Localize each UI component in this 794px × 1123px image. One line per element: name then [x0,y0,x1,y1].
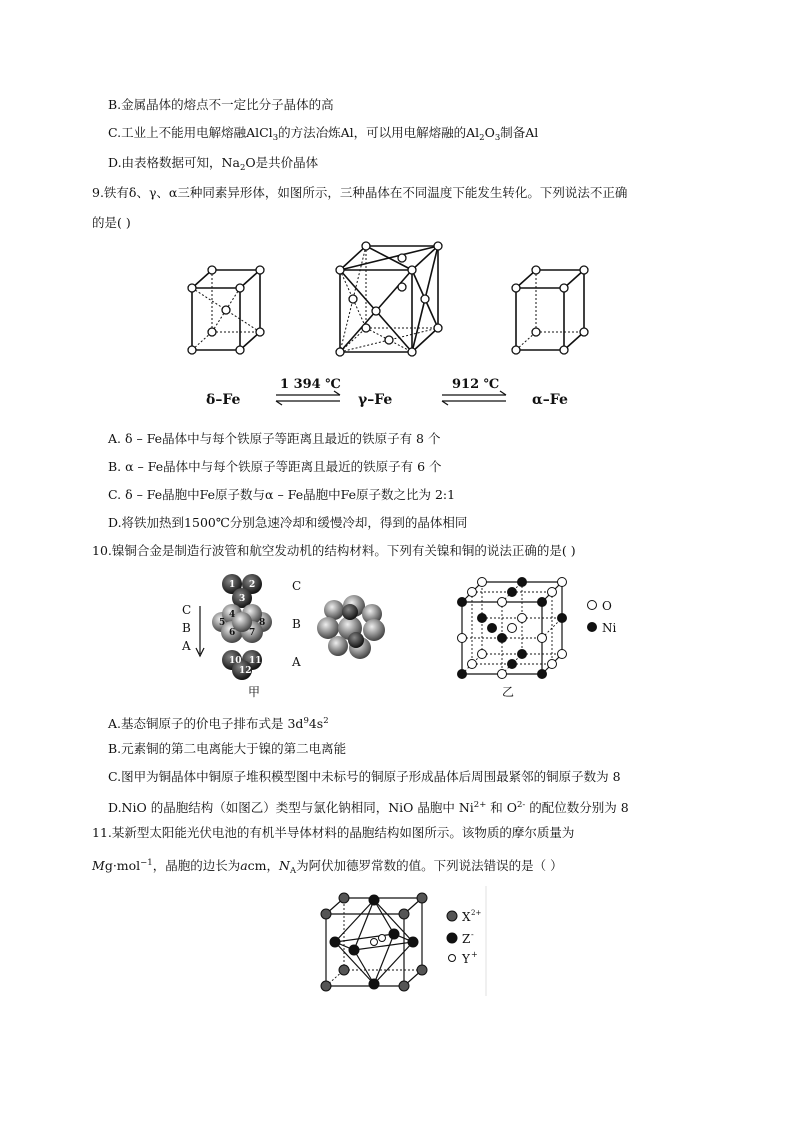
figure-yi-label: 乙 [502,685,515,699]
close-packed-cluster [317,595,385,659]
layer-c-label: C [182,603,192,617]
q9-option-b: B. α – Fe晶体中与每个铁原子等距离且最近的铁原子有 6 个 [108,459,442,474]
figure-jia-label: 甲 [248,685,261,699]
layer-b-label: B [182,621,191,635]
layer-a-label: A [182,639,191,653]
svg-text:7: 7 [249,628,256,638]
q9-iron-allotropes-figure [180,238,600,418]
svg-text:-: - [471,930,474,939]
q11-legend [447,909,481,966]
q9-stem-line2: 的是( ) [92,215,131,230]
q10-option-d: D.NiO 的晶胞结构（如图乙）类型与氯化钠相同，NiO 晶胞中 $Ni^{2+}$ 和 $O^{2-}$ 的配位数分别为 8 [108,800,629,815]
alpha-fe-cell [516,270,584,350]
svg-text:5: 5 [219,618,226,628]
svg-text:2+: 2+ [471,909,482,917]
q8-option-b: B.金属晶体的熔点不一定比分子晶体的高 [108,97,334,112]
svg-text:3: 3 [239,594,246,604]
svg-text:10: 10 [229,656,242,666]
svg-text:+: + [471,950,478,959]
svg-text:O: O [602,599,612,613]
gamma-fe-label: γ–Fe [358,392,393,408]
right-layer-b-label: B [292,617,301,631]
svg-text:Y: Y [462,952,470,966]
nio-legend [588,599,617,635]
delta-fe-label: δ–Fe [206,392,241,408]
temp-912-label: 912 ℃ [452,377,500,392]
q10-option-c: C.图甲为铜晶体中铜原子堆积模型图中未标号的铜原子形成晶体后周围最紧邻的铜原子数为 8 [108,769,621,784]
q9-option-a: A. δ – Fe晶体中与每个铁原子等距离且最近的铁原子有 8 个 [108,431,441,446]
svg-text:12: 12 [239,666,252,676]
svg-text:11: 11 [249,656,262,666]
svg-text:6: 6 [229,628,236,638]
svg-text:4: 4 [229,610,236,620]
q10-option-b: B.元素铜的第二电离能大于镍的第二电离能 [108,741,347,756]
alpha-fe-label: α–Fe [532,392,568,408]
q10-stem: 10.镍铜合金是制造行波管和航空发动机的结构材料。下列有关镍和铜的说法正确的是( ) [92,543,576,558]
q11-unit-cell-figure [300,886,500,996]
q9-option-d: D.将铁加热到1500℃分别急速冷却和缓慢冷却，得到的晶体相同 [108,515,468,530]
q8-option-d: D.由表格数据可知，$Na_2O$是共价晶体 [108,155,319,173]
svg-text:1: 1 [229,580,236,590]
q10-option-a: A.基态铜原子的价电子排布式是 $3d^94s^2$ [108,716,329,731]
svg-text:2: 2 [249,580,256,590]
right-layer-c-label: C [292,579,302,593]
svg-text:Ni: Ni [602,621,617,635]
q9-stem-line1: 9.铁有δ、γ、α三种同素异形体，如图所示，三种晶体在不同温度下能发生转化。下列说法不正确 [92,185,628,200]
right-layer-a-label: A [292,655,301,669]
q11-stem-line2: Mg·mol$^{-1}$，晶胞的边长为acm，$N_A$为阿伏加德罗常数的值。下列说法错误的是（ ） [92,858,563,876]
q11-stem-line1: 11.某新型太阳能光伏电池的有机半导体材料的晶胞结构如图所示。该物质的摩尔质量为 [92,825,575,840]
q10-figures [170,570,650,700]
q9-option-c: C. δ – Fe晶胞中Fe原子数与α – Fe晶胞中Fe原子数之比为 2:1 [108,487,456,502]
q8-option-c: C.工业上不能用电解熔融AlCl$_3$的方法冶炼Al，可以用电解熔融的$Al_2O_3$制备Al [108,125,539,143]
svg-text:Z: Z [462,932,471,946]
temp-1394-label: 1 394 ℃ [280,377,341,392]
svg-text:X: X [462,910,471,924]
svg-text:8: 8 [259,618,266,628]
